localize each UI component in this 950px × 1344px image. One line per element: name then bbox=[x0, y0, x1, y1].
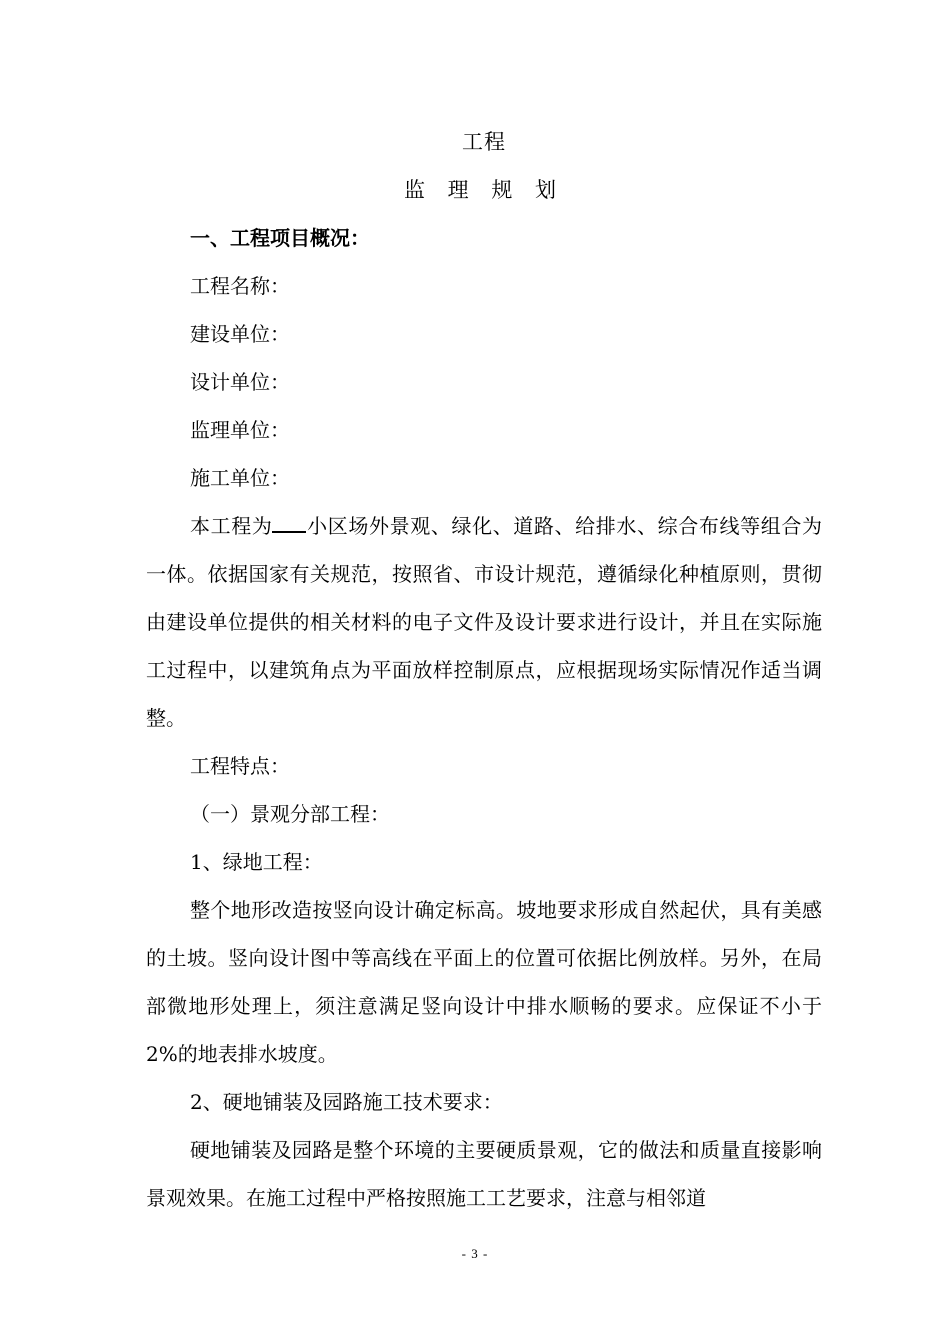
field-owner-unit: 建设单位： bbox=[190, 322, 290, 346]
intro-text-start: 本工程为 bbox=[190, 514, 273, 538]
field-supervision-unit: 监理单位： bbox=[190, 418, 290, 442]
page-number: - 3 - bbox=[461, 1246, 489, 1261]
features-label: 工程特点： bbox=[190, 754, 290, 778]
blank-underline bbox=[272, 513, 306, 533]
item-paving-text: 硬地铺装及园路是整个环境的主要硬质景观，它的做法和质量直接影响景观效果。在施工过程中严格按照施工工艺要求，注意与相邻道 bbox=[146, 1138, 822, 1210]
intro-text-rest: 小区场外景观、绿化、道路、给排水、综合布线等组合为一体。依据国家有关规范，按照省、市设计规范，遵循绿化种植原则，贯彻由建设单位提供的相关材料的电子文件及设计要求进行设计，并且在实际施工过程中，以建筑角点为平面放样控制原点，应根据现场实际情况作适当调整。 bbox=[146, 514, 823, 730]
item-green-land-title: 1、绿地工程： bbox=[190, 850, 323, 874]
field-construction-unit: 施工单位： bbox=[190, 466, 290, 490]
project-intro-paragraph bbox=[146, 502, 822, 742]
item-green-land-text: 整个地形改造按竖向设计确定标高。坡地要求形成自然起伏，具有美感的土坡。竖向设计图中等高线在平面上的位置可依据比例放样。另外，在局部微地形处理上，须注意满足竖向设计中排水顺畅的要求。应保证不小于 2%的地表排水坡度。 bbox=[146, 898, 822, 1066]
subsection-landscape: （一）景观分部工程： bbox=[190, 802, 390, 826]
item-paving-title: 2、硬地铺装及园路施工技术要求： bbox=[190, 1090, 503, 1114]
document-title: 工程 bbox=[462, 130, 506, 154]
field-design-unit: 设计单位： bbox=[190, 370, 290, 394]
section-heading: 一、工程项目概况： bbox=[190, 226, 370, 250]
document-page bbox=[146, 118, 822, 1222]
field-project-name: 工程名称： bbox=[190, 274, 290, 298]
document-subtitle: 监 理 规 划 bbox=[403, 178, 565, 202]
